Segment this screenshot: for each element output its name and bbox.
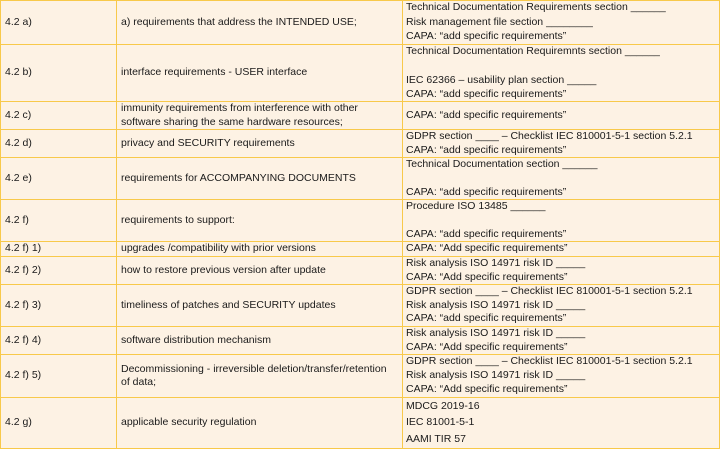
evidence-line: Risk analysis ISO 14971 risk ID _____ — [406, 369, 586, 382]
evidence-lines — [406, 102, 716, 129]
evidence-line: CAPA: “Add specific requirements” — [406, 270, 568, 283]
clause-id-cell: 4.2 g) — [1, 398, 117, 449]
evidence-line: Risk analysis ISO 14971 risk ID _____ — [406, 257, 586, 269]
evidence-cell — [403, 398, 720, 449]
evidence-line: Risk management file section ________ — [406, 15, 593, 28]
clause-id-cell: 4.2 f) 4) — [1, 327, 117, 355]
requirement-cell: timeliness of patches and SECURITY updates — [117, 285, 403, 327]
clause-id-cell: 4.2 d) — [1, 130, 117, 158]
evidence-cell — [403, 285, 720, 327]
evidence-lines — [406, 285, 716, 326]
requirement-cell: privacy and SECURITY requirements — [117, 130, 403, 158]
evidence-lines — [406, 1, 716, 44]
evidence-lines — [406, 327, 716, 354]
table-row — [1, 1, 720, 45]
evidence-line: CAPA: “add specific requirements” — [406, 108, 567, 121]
table-row — [1, 257, 720, 285]
table-row — [1, 327, 720, 355]
evidence-line: CAPA: “add specific requirements” — [406, 30, 567, 43]
evidence-lines — [406, 398, 716, 448]
clause-id-cell: 4.2 c) — [1, 102, 117, 130]
evidence-lines — [406, 200, 716, 241]
evidence-line: AAMI TIR 57 — [406, 432, 466, 445]
evidence-line: CAPA: “Add specific requirements” — [406, 340, 568, 353]
evidence-line: Risk analysis ISO 14971 risk ID _____ — [406, 298, 586, 311]
requirement-cell: a) requirements that address the INTENDED USE; — [117, 1, 403, 45]
clause-id-cell: 4.2 f) 1) — [1, 242, 117, 257]
clause-id-cell: 4.2 a) — [1, 1, 117, 45]
evidence-line: CAPA: “Add specific requirements” — [406, 383, 568, 396]
evidence-lines — [406, 130, 716, 157]
requirement-cell: applicable security regulation — [117, 398, 403, 449]
evidence-lines — [406, 242, 716, 256]
table-row — [1, 130, 720, 158]
evidence-line: IEC 62366 – usability plan section _____ — [406, 74, 597, 86]
evidence-line: MDCG 2019-16 — [406, 399, 480, 412]
evidence-cell — [403, 102, 720, 130]
table-row — [1, 45, 720, 102]
clause-id-cell: 4.2 f) 3) — [1, 285, 117, 327]
evidence-cell — [403, 158, 720, 200]
requirement-cell: requirements for ACCOMPANYING DOCUMENTS — [117, 158, 403, 200]
evidence-lines — [406, 257, 716, 284]
evidence-line: CAPA: “add specific requirements” — [406, 227, 567, 240]
table-row — [1, 102, 720, 130]
evidence-lines — [406, 45, 716, 101]
evidence-line: GDPR section ____ – Checklist IEC 810001-5-1 section 5.2.1 — [406, 130, 693, 142]
evidence-line: Technical Documentation Requirements section ______ — [406, 1, 666, 14]
table-row — [1, 158, 720, 200]
evidence-cell — [403, 355, 720, 398]
requirement-cell: Decommissioning - irreversible deletion/transfer/retention of data; — [117, 355, 403, 398]
evidence-cell — [403, 327, 720, 355]
clause-id-cell: 4.2 f) 5) — [1, 355, 117, 398]
requirement-cell: software distribution mechanism — [117, 327, 403, 355]
evidence-line: Technical Documentation section ______ — [406, 158, 598, 170]
evidence-cell — [403, 1, 720, 45]
evidence-line: CAPA: “add specific requirements” — [406, 143, 567, 156]
table-row — [1, 398, 720, 449]
evidence-cell — [403, 130, 720, 158]
evidence-line: CAPA: “add specific requirements” — [406, 185, 567, 198]
evidence-cell — [403, 242, 720, 257]
requirement-cell: interface requirements - USER interface — [117, 45, 403, 102]
evidence-line: IEC 81001-5-1 — [406, 416, 475, 429]
evidence-lines — [406, 355, 716, 397]
table-row — [1, 355, 720, 398]
evidence-cell — [403, 257, 720, 285]
table-row — [1, 285, 720, 327]
table-row — [1, 242, 720, 257]
evidence-line: CAPA: “add specific requirements” — [406, 87, 567, 100]
evidence-line: CAPA: “add specific requirements” — [406, 312, 567, 325]
clause-id-cell: 4.2 e) — [1, 158, 117, 200]
clause-id-cell: 4.2 f) — [1, 200, 117, 242]
evidence-line: Technical Documentation Requiremnts section ______ — [406, 45, 660, 57]
evidence-line: CAPA: “Add specific requirements” — [406, 242, 568, 255]
evidence-line: GDPR section ____ – Checklist IEC 810001-5-1 section 5.2.1 — [406, 285, 693, 298]
evidence-line: GDPR section ____ – Checklist IEC 810001-5-1 section 5.2.1 — [406, 355, 693, 368]
evidence-cell — [403, 45, 720, 102]
requirement-cell: upgrades /compatibility with prior versions — [117, 242, 403, 257]
requirement-cell: immunity requirements from interference with other software sharing the same hardware resources; — [117, 102, 403, 130]
evidence-lines — [406, 158, 716, 199]
evidence-cell — [403, 200, 720, 242]
clause-id-cell: 4.2 f) 2) — [1, 257, 117, 285]
clause-id-cell: 4.2 b) — [1, 45, 117, 102]
requirement-cell: how to restore previous version after update — [117, 257, 403, 285]
table-row — [1, 200, 720, 242]
requirement-cell: requirements to support: — [117, 200, 403, 242]
evidence-line: Procedure ISO 13485 ______ — [406, 200, 546, 212]
evidence-line: Risk analysis ISO 14971 risk ID _____ — [406, 327, 586, 339]
